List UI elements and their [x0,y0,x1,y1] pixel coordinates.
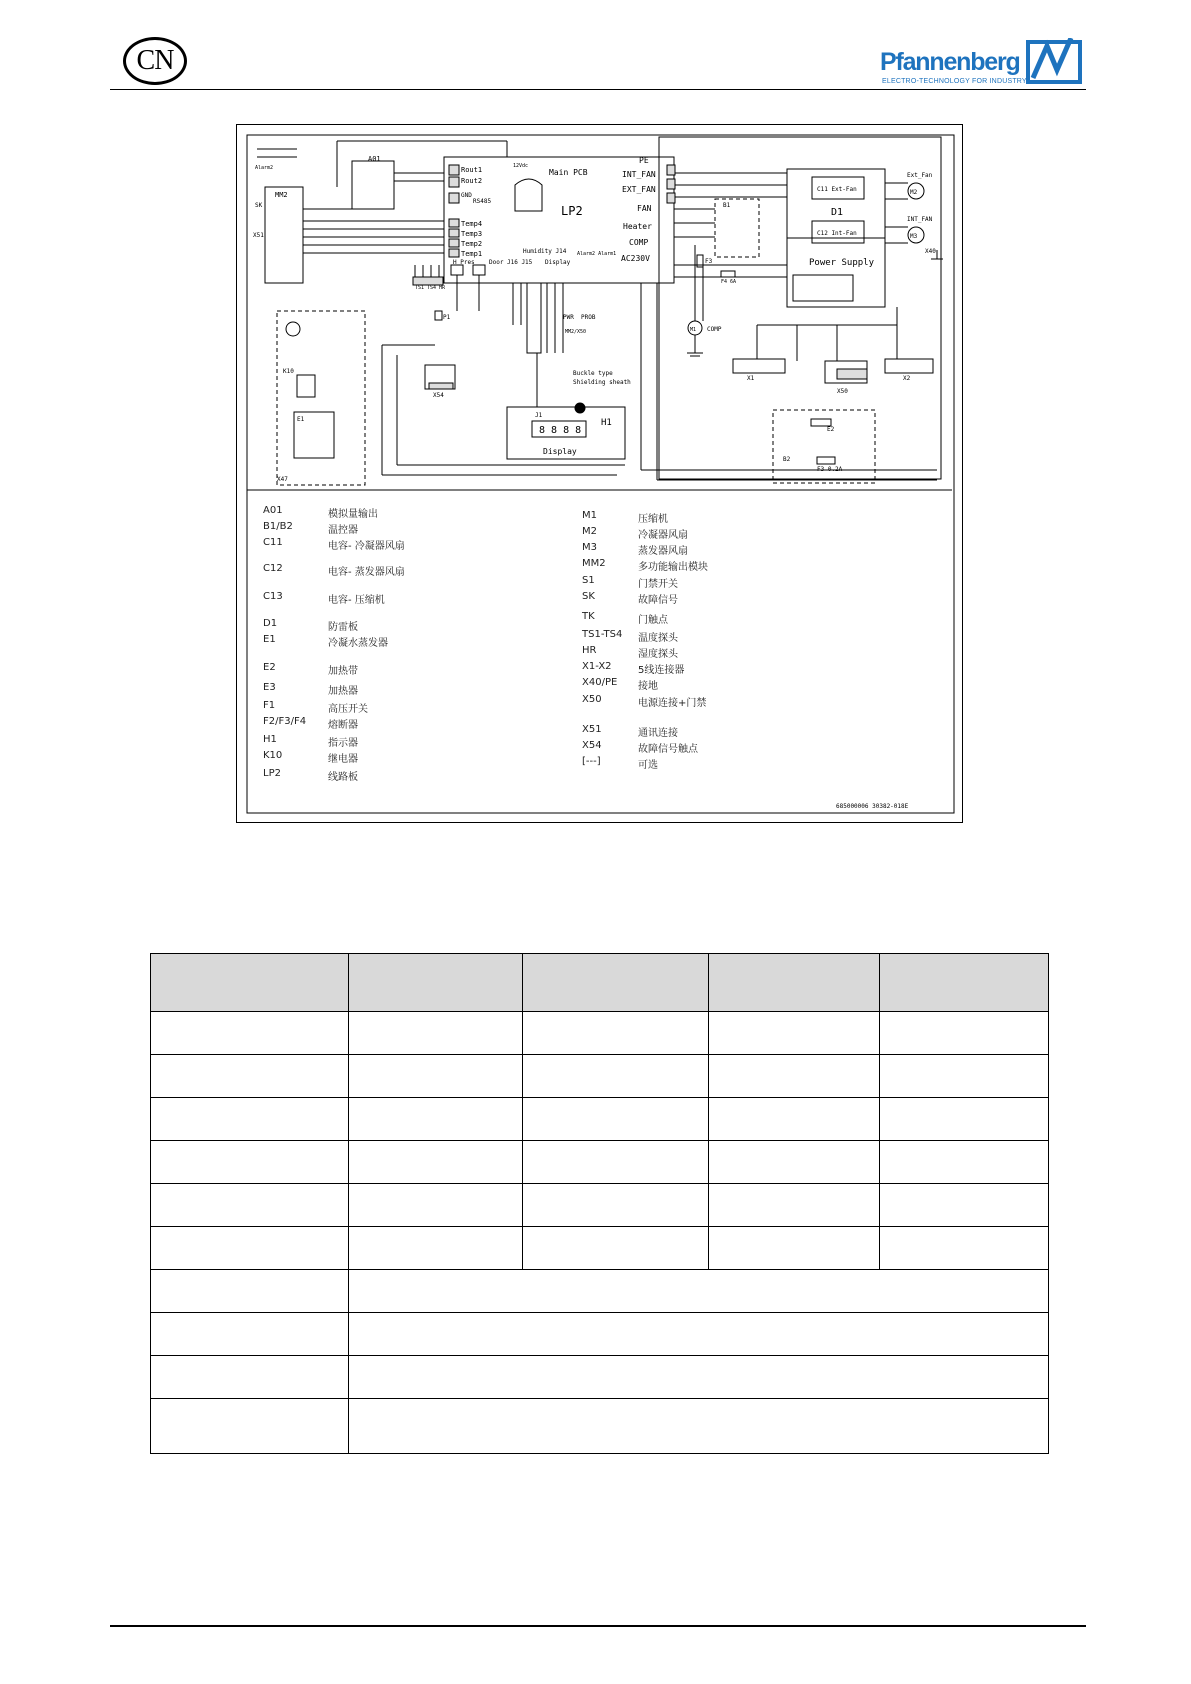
legend-right-code: X50 [582,694,602,705]
table-cell [151,1141,349,1184]
label-temp1: Temp1 [461,250,483,258]
table-cell [523,1012,709,1055]
country-badge: CN [123,37,187,85]
label-12v: 12Vdc [513,163,529,169]
label-temp3: Temp3 [461,230,483,238]
table-cell [523,1184,709,1227]
table-cell [349,1184,523,1227]
table-cell-merged [349,1270,1049,1313]
table-cell [709,1012,880,1055]
table-cell [880,1055,1049,1098]
table-cell [151,1270,349,1313]
label-alarm2: Alarm2 [255,165,274,171]
label-x51: X51 [253,232,264,239]
table-header-cell [709,954,880,1012]
table-cell [880,1141,1049,1184]
table-row-merged [151,1270,1049,1313]
legend-left-desc: 熔断器 [328,720,358,731]
label-e2: E2 [827,426,835,433]
label-x47: X47 [277,476,288,483]
table-cell [880,1184,1049,1227]
legend-left-desc: 高压开关 [328,704,368,715]
table-header-cell [349,954,523,1012]
table-cell [151,1356,349,1399]
legend-left-desc: 继电器 [328,754,358,765]
legend-left-code: C13 [263,591,283,602]
table-cell [880,1012,1049,1055]
label-f3: F3 [705,258,713,265]
brand-logo [880,38,1085,90]
label-buckle: Buckle type [573,370,613,377]
legend-left-desc: 加热带 [328,666,358,677]
table-header-row [151,954,1049,1012]
table-cell [349,1141,523,1184]
label-k10: K10 [283,368,294,375]
label-rs485: RS485 [473,198,492,205]
table-cell [523,1141,709,1184]
table-cell [709,1141,880,1184]
legend-right-desc: 门禁开关 [638,579,678,590]
label-j16j15: J16 J15 [507,259,533,266]
legend-right-desc: 可选 [638,760,658,771]
legend-right-desc: 电源连接+门禁 [638,698,707,709]
legend-left-code: K10 [263,750,283,761]
legend-right-desc: 多功能输出模块 [638,562,708,573]
label-mm2: MM2 [275,191,288,199]
label-a01: A01 [368,155,381,163]
label-comp-motor: COMP [707,326,722,333]
label-p1: P1 [443,314,451,321]
table-header-cell [523,954,709,1012]
label-power-supply: Power Supply [809,258,875,268]
legend-right-code: S1 [582,575,595,586]
label-x2: X2 [903,375,911,382]
legend-right-code: TS1-TS4 [582,629,623,640]
table-cell-merged [349,1313,1049,1356]
legend-left-code: C12 [263,563,283,574]
legend-right-desc: 温度探头 [638,633,678,644]
label-mm2x50: MM2/X50 [565,329,587,335]
label-b1: B1 [723,202,731,209]
table-cell [523,1098,709,1141]
label-temp2: Temp2 [461,240,483,248]
legend-right-desc: 故障信号 [638,595,678,606]
label-temp4: Temp4 [461,220,483,228]
label-prob: PROB [581,314,596,321]
legend-right-code: X1-X2 [582,661,612,672]
legend-right-desc: 蒸发器风扇 [638,546,688,557]
legend-right-code: MM2 [582,558,606,569]
table-cell [349,1055,523,1098]
table-row [151,1055,1049,1098]
table-cell [151,1227,349,1270]
table-row-merged [151,1313,1049,1356]
legend-left-desc: 冷凝水蒸发器 [328,638,388,649]
legend-left-code: D1 [263,618,278,629]
legend-right [582,510,822,810]
label-e1: E1 [297,416,305,423]
table-cell-merged [349,1399,1049,1454]
table-row-merged [151,1356,1049,1399]
label-hr: HR [439,285,446,291]
label-rout2: Rout2 [461,177,483,185]
legend-left-code: H1 [263,734,277,745]
table-cell [523,1227,709,1270]
table-header-cell [151,954,349,1012]
legend-left-code: E2 [263,662,276,673]
legend-right-code: M2 [582,526,597,537]
legend-right-desc: 压缩机 [638,514,668,525]
label-d1: D1 [831,207,844,218]
legend-left-code: F2/F3/F4 [263,716,307,727]
legend-left [263,505,493,805]
legend-left-desc: 电容- 蒸发器风扇 [328,567,405,578]
label-x1: X1 [747,375,755,382]
legend-left-desc: 电容- 压缩机 [328,595,385,606]
legend-left-desc: 加热器 [328,686,358,697]
label-j1: J1 [535,412,543,419]
wiring-diagram [236,124,963,823]
legend-right-code: M3 [582,542,597,553]
label-ts4: TS4 [427,285,437,291]
legend-right-code: SK [582,591,595,602]
legend-right-code: TK [582,611,595,622]
label-c12: C12 Int-Fan [817,230,857,237]
legend-left-code: C11 [263,537,283,548]
label-digits: 8 8 8 8 [539,425,582,436]
label-x54-relay: X54 [433,392,444,399]
table-row [151,1012,1049,1055]
legend-left-desc: 温控器 [328,525,358,536]
label-x40: X40 [925,248,936,255]
label-alarm: Alarm2 Alarm1 [577,251,617,257]
table-cell [709,1098,880,1141]
table-cell-merged [349,1356,1049,1399]
table-cell [151,1012,349,1055]
table-cell [151,1055,349,1098]
label-hpres: H Pres [453,259,475,266]
label-display: Display [543,447,577,456]
legend-left-desc: 线路板 [328,772,358,783]
legend-right-desc: 冷凝器风扇 [638,530,688,541]
label-display-port: Display [545,259,571,266]
label-m2: M2 [910,189,918,196]
label-c11: C11 Ext-Fan [817,186,857,193]
legend-right-desc: 故障信号触点 [638,744,698,755]
table-header-cell [880,954,1049,1012]
legend-left-code: A01 [263,505,283,516]
footer-rule [110,1625,1086,1627]
label-b2: B2 [783,456,791,463]
label-ac230v: AC230V [621,254,650,263]
legend-left-desc: 防雷板 [328,622,358,633]
label-pe: PE [639,156,649,165]
label-heater: Heater [623,222,652,231]
table-cell [523,1055,709,1098]
label-rout1: Rout1 [461,166,483,174]
table-cell [151,1313,349,1356]
table-cell [151,1184,349,1227]
label-shielding: Shielding sheath [573,379,631,386]
label-f4: F4 6A [721,279,737,285]
table-row [151,1227,1049,1270]
legend-right-code: X54 [582,740,602,751]
label-lp2: LP2 [561,204,583,218]
table-cell [709,1184,880,1227]
label-pwr: PWR [563,314,574,321]
label-int-fan: INT_FAN [622,170,656,179]
brand-tagline: ELECTRO-TECHNOLOGY FOR INDUSTRY [882,78,1027,85]
label-m1: M1 [690,327,697,333]
label-door: Door [489,259,504,266]
table-cell [880,1227,1049,1270]
label-m3: M3 [910,233,918,240]
table-cell [349,1012,523,1055]
table-cell [151,1098,349,1141]
legend-left-code: B1/B2 [263,521,293,532]
label-ext-fan-motor: Ext_Fan [907,172,933,179]
label-fan: FAN [637,204,652,213]
table-cell [709,1055,880,1098]
legend-right-desc: 通讯连接 [638,728,678,739]
table-row [151,1098,1049,1141]
label-int-fan-motor: INT_FAN [907,216,933,223]
label-sk: SK [255,202,263,209]
legend-right-code: [---] [582,756,601,767]
brand-name: Pfannenberg [880,48,1020,76]
legend-right-code: X40/PE [582,677,618,688]
table-row-merged [151,1399,1049,1454]
label-humidity: Humidity J14 [523,248,567,255]
table-cell [151,1399,349,1454]
legend-right-desc: 接地 [638,681,658,692]
label-ext-fan: EXT_FAN [622,185,656,194]
legend-left-desc: 模拟量输出 [328,509,378,520]
legend-left-code: LP2 [263,768,281,779]
label-f3a: F3 0.2A [817,466,843,473]
legend-left-code: E3 [263,682,276,693]
label-h1: H1 [601,418,612,428]
table-cell [349,1098,523,1141]
legend-left-code: E1 [263,634,276,645]
label-main-pcb: Main PCB [549,168,588,177]
table-cell [880,1098,1049,1141]
legend-right-desc: 5线连接器 [638,665,685,676]
legend-right-code: M1 [582,510,597,521]
legend-right-code: X51 [582,724,602,735]
table-row [151,1141,1049,1184]
label-x50: X50 [837,388,848,395]
table-cell [349,1227,523,1270]
legend-right-desc: 门触点 [638,615,668,626]
diagram-doc-number: 685000006 30382-018E [836,803,909,810]
legend-left-desc: 电容- 冷凝器风扇 [328,541,405,552]
table-cell [709,1227,880,1270]
label-gnd: GND [461,192,472,199]
legend-left-desc: 指示器 [328,738,358,749]
legend-left-code: F1 [263,700,276,711]
legend-right-code: HR [582,645,597,656]
spec-table [150,953,1049,1454]
brand-mark-icon [1025,38,1085,88]
label-ts1: TS1 [415,285,425,291]
label-comp: COMP [629,238,649,247]
legend-right-desc: 湿度探头 [638,649,678,660]
header-rule [110,89,1086,90]
table-row [151,1184,1049,1227]
